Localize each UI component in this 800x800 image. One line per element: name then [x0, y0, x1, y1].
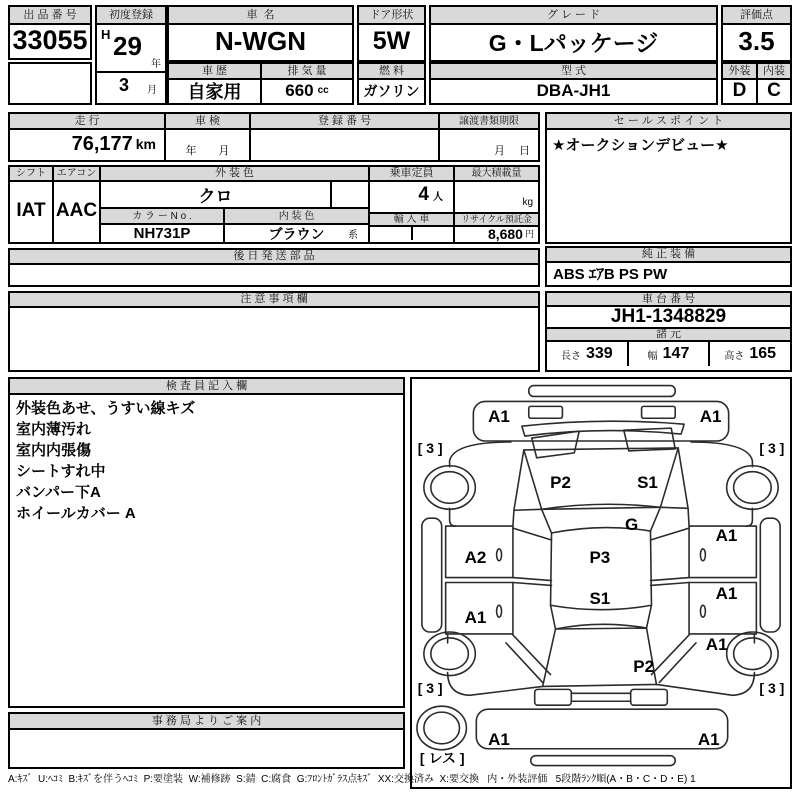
- recycle-deposit-label: リサイクル預託金: [455, 214, 538, 227]
- damage-marker-front-bumper-left: A1: [488, 406, 510, 426]
- displacement-label: 排 気 量: [262, 64, 352, 80]
- inspector-note-line: シートすれ中: [16, 463, 106, 480]
- sales-point-label: セ ー ル ス ポ イ ン ト: [547, 114, 790, 130]
- exterior-color-label: 外 装 色: [101, 167, 368, 182]
- car-name-label: 車 名: [169, 7, 352, 25]
- shift-value: IAT: [16, 200, 46, 221]
- fuel-label: 燃 料: [359, 64, 424, 80]
- score-label: 評価点: [723, 7, 790, 25]
- imported-label: 輸 入 車: [370, 214, 453, 227]
- field-model-code: [429, 62, 718, 105]
- mileage-value: 76,177: [71, 132, 133, 155]
- damage-marker-rear-tire-right: [ 3 ]: [759, 679, 785, 696]
- field-office-info: [8, 712, 405, 769]
- field-aircon: [52, 165, 101, 244]
- model-code-label: 型 式: [431, 64, 716, 80]
- damage-marker-right-rear-door: A1: [715, 583, 738, 603]
- aircon-value: AAC: [55, 200, 98, 221]
- auction-no-extra-box: [8, 62, 92, 105]
- registration-no-value: [251, 130, 438, 158]
- transfer-docs-deadline-value: 月 日: [493, 145, 530, 157]
- car-damage-diagram: [410, 377, 792, 789]
- capacity-label: 乗車定員: [370, 167, 453, 182]
- later-shipping-parts-label: 後 日 発 送 部 品: [10, 250, 538, 265]
- field-transfer-docs-deadline: [438, 112, 540, 162]
- inspector-note-line: ホイールカバー A: [16, 505, 136, 522]
- recycle-deposit-unit: 円: [524, 229, 534, 239]
- field-displacement: [260, 62, 354, 105]
- dimension-length-value: 339: [585, 345, 613, 362]
- exterior-grade-value: D: [732, 79, 747, 101]
- shift-label: シフト: [10, 167, 52, 182]
- office-info-value: [10, 730, 403, 767]
- model-code-value: DBA-JH1: [536, 80, 611, 100]
- registration-no-label: 登 録 番 号: [251, 114, 438, 130]
- damage-marker-windshield: G: [624, 515, 639, 535]
- interior-grade-value: C: [767, 79, 781, 101]
- inspector-notes-label: 検 査 員 記 入 欄: [10, 379, 403, 395]
- genuine-equipment-label: 純 正 装 備: [547, 248, 790, 263]
- exterior-color-value: クロ: [198, 187, 233, 206]
- dimension-height-value: 165: [749, 345, 777, 362]
- damage-marker-rear-bumper-right: A1: [697, 730, 720, 750]
- dimension-height-label: 高さ: [724, 350, 745, 362]
- damage-marker-right-front-door: A1: [715, 525, 738, 545]
- damage-marker-rear-bumper-left: A1: [488, 730, 510, 750]
- first-registration-era: H: [101, 27, 111, 42]
- damage-marker-front-tire-left: [ 3 ]: [417, 440, 443, 457]
- chassis-no-label: 車 台 番 号: [547, 293, 790, 307]
- imported-cell-1: [370, 227, 413, 240]
- field-exterior-grade: [721, 62, 758, 105]
- field-max-load: [453, 165, 540, 214]
- capacity-value: 4: [418, 184, 429, 205]
- inspection-value: 年 月: [185, 145, 230, 157]
- auction-no-label: 出 品 番 号: [10, 7, 90, 25]
- inspector-note-line: 室内内張傷: [16, 442, 92, 459]
- field-score: [721, 5, 792, 62]
- mileage-label: 走 行: [10, 114, 164, 130]
- mileage-unit: km: [135, 136, 156, 152]
- color-no-value: NH731P: [101, 225, 225, 242]
- damage-marker-hood-left: P2: [550, 473, 571, 493]
- fuel-value: ガソリン: [363, 82, 420, 99]
- aircon-label: エアコン: [54, 167, 99, 182]
- grade-value: G・Lパッケージ: [488, 30, 659, 56]
- field-recycle-deposit: [453, 212, 540, 244]
- damage-marker-roof-front: P3: [589, 547, 611, 567]
- damage-marker-left-rear-door: A1: [464, 608, 487, 628]
- inspector-note-line: 室内薄汚れ: [16, 421, 92, 438]
- grade-label: グ レ ー ド: [431, 7, 716, 25]
- field-mileage: [8, 112, 166, 162]
- score-value: 3.5: [738, 26, 775, 56]
- damage-marker-rear-hatch: P2: [633, 657, 655, 677]
- damage-marker-spare-tire: [ レス ]: [419, 750, 465, 767]
- field-later-shipping-parts: [8, 248, 540, 287]
- damage-marker-right-rear-fender: A1: [705, 635, 728, 655]
- field-auction-no: [8, 5, 92, 60]
- field-inspector-notes: [8, 377, 405, 708]
- field-capacity: [368, 165, 455, 214]
- inspection-label: 車 検: [166, 114, 249, 130]
- sales-point-value: ★オークションデビュー★: [552, 137, 729, 154]
- chassis-no-value: JH1-1348829: [547, 307, 790, 329]
- cautions-label: 注 意 事 項 欄: [10, 293, 538, 308]
- field-fuel: [357, 62, 426, 105]
- dimension-width: [629, 342, 711, 366]
- field-registration-no: [249, 112, 440, 162]
- field-history: [167, 62, 262, 105]
- later-shipping-parts-value: [10, 265, 538, 283]
- damage-marker-front-bumper-right: A1: [699, 406, 722, 426]
- field-door-shape: [357, 5, 426, 62]
- inspector-note-line: バンパー下A: [16, 484, 101, 501]
- capacity-unit: 人: [433, 191, 443, 203]
- field-chassis-block: [545, 291, 792, 372]
- max-load-label: 最大積載量: [455, 167, 538, 182]
- door-shape-value: 5W: [372, 27, 411, 55]
- field-first-registration: [95, 5, 167, 105]
- first-registration-month: 3: [119, 75, 130, 95]
- dimension-length-label: 長さ: [560, 350, 581, 362]
- transfer-docs-deadline-label: 譲渡書類期限: [440, 114, 538, 130]
- exterior-grade-label: 外装: [723, 64, 756, 80]
- displacement-unit: cc: [317, 85, 329, 96]
- field-grade: [429, 5, 718, 62]
- inspector-notes-list: [10, 395, 403, 527]
- field-car-name: [167, 5, 354, 62]
- field-sales-point: [545, 112, 792, 244]
- recycle-deposit-value: 8,680: [487, 225, 523, 242]
- office-info-label: 事 務 局 よ り ご 案 内: [10, 714, 403, 730]
- damage-marker-rear-tire-left: [ 3 ]: [417, 679, 443, 696]
- damage-marker-hood-right: S1: [637, 473, 658, 493]
- damage-marker-front-tire-right: [ 3 ]: [759, 440, 785, 457]
- color-no-label: カ ラ ー N o .: [101, 209, 225, 223]
- field-genuine-equipment: [545, 246, 792, 287]
- field-cautions: [8, 291, 540, 372]
- history-value: 自家用: [187, 81, 242, 102]
- dimension-width-value: 147: [662, 345, 690, 362]
- first-registration-label: 初度登録: [97, 7, 165, 25]
- car-name-value: N-WGN: [215, 26, 306, 56]
- first-registration-year: 29: [113, 31, 142, 61]
- dimensions-label: 諸 元: [547, 329, 790, 342]
- damage-marker-left-front-door: A2: [464, 547, 487, 567]
- field-interior-grade: [756, 62, 792, 105]
- auction-no-value: 33055: [12, 25, 88, 55]
- first-registration-year-unit: 年: [151, 59, 161, 70]
- imported-cell-2: [413, 227, 454, 240]
- door-shape-label: ドア形状: [359, 7, 424, 25]
- field-imported: [368, 212, 455, 244]
- interior-color-value: ブラウン: [268, 225, 325, 242]
- damage-marker-roof-middle: S1: [589, 589, 611, 609]
- dimension-height: [710, 342, 790, 366]
- history-label: 車 歴: [169, 64, 260, 80]
- cautions-value: [10, 308, 538, 368]
- interior-color-suffix: 系: [348, 230, 358, 241]
- field-shift: [8, 165, 54, 244]
- dimension-length: [547, 342, 629, 366]
- max-load-unit: kg: [522, 197, 533, 208]
- inspector-note-line: 外装色あせ、うすい線キズ: [16, 400, 196, 417]
- legend-text: A:ｷｽﾞ U:ﾍｺﾐ B:ｷｽﾞを伴うﾍｺﾐ P:要塗装 W:補修跡 S:錆 C:腐食 G:ﾌﾛﾝﾄｶﾞﾗｽ点ｷｽﾞ XX:交換済み X:要交換 内・外装評価 5段階ﾗﾝｸ順(A・B・C・D・E) 1: [8, 774, 696, 785]
- displacement-value: 660: [285, 80, 314, 100]
- damage-marker-layer: [412, 379, 790, 787]
- interior-grade-label: 内装: [758, 64, 790, 80]
- genuine-equipment-value: ABS ｴｱB PS PW: [553, 265, 668, 283]
- first-registration-month-unit: 月: [147, 85, 157, 96]
- dimension-width-label: 幅: [647, 350, 658, 362]
- interior-color-label: 内 装 色: [225, 209, 368, 223]
- field-exterior-color-block: [99, 165, 370, 244]
- field-inspection: [164, 112, 251, 162]
- exterior-color-extra-cell: [330, 182, 368, 207]
